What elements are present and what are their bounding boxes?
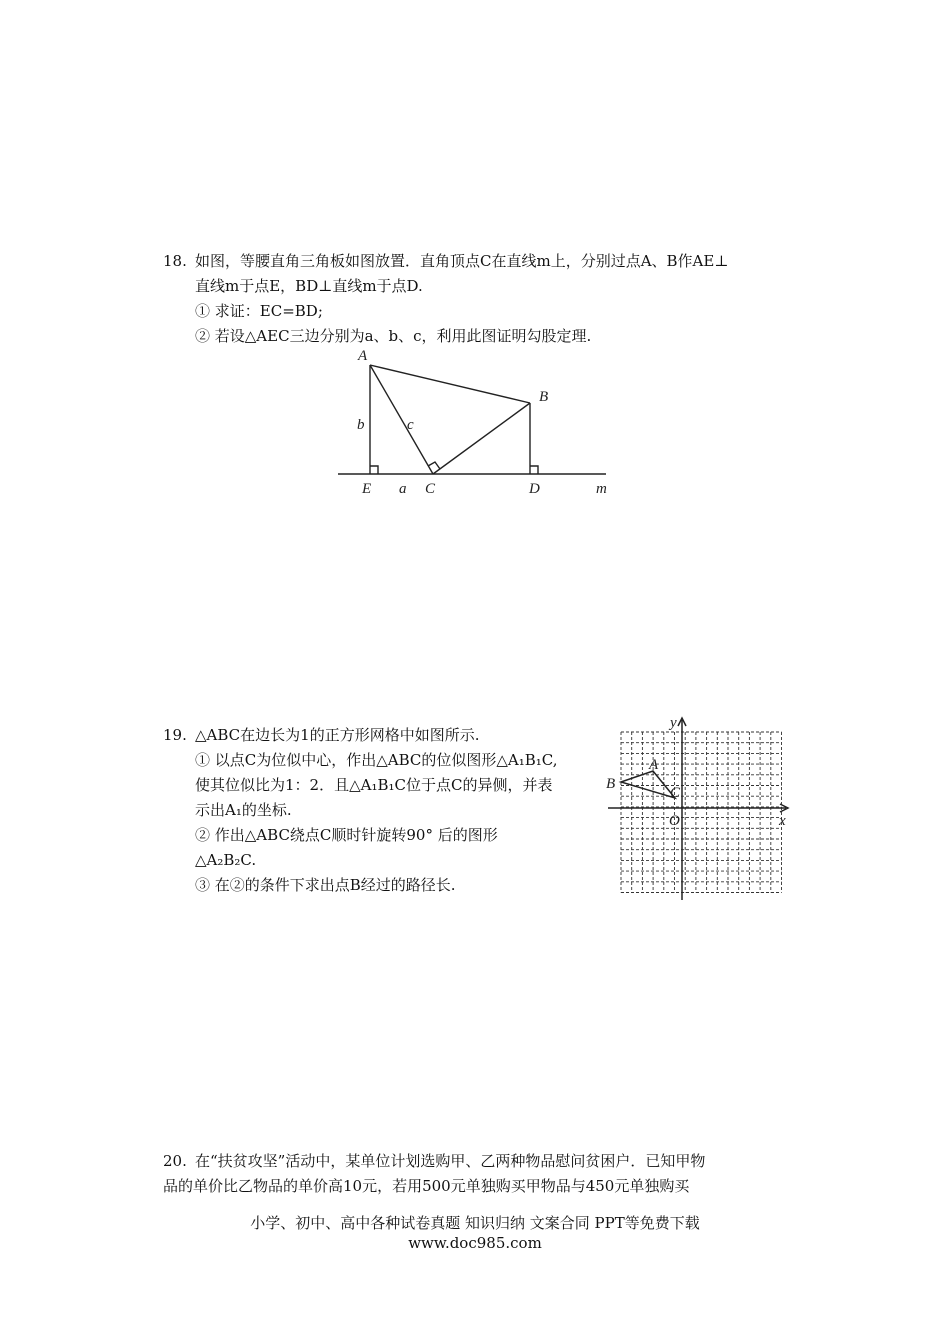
side-label-a: a bbox=[399, 481, 407, 497]
point-label-e: E bbox=[362, 481, 372, 497]
question-text-line: 如图，等腰直角三角板如图放置．直角顶点C在直线m上，分别过点A、B作AE⊥ bbox=[195, 252, 729, 270]
triangle-figure bbox=[330, 345, 620, 500]
question-text-line: △ABC在边长为1的正方形网格中如图所示. bbox=[195, 726, 480, 744]
question-text-line: 在“扶贫攻坚”活动中，某单位计划选购甲、乙两种物品慰问贫困户．已知甲物 bbox=[195, 1152, 706, 1170]
question-text-line: ② 若设△AEC三边分别为a、b、c，利用此图证明勾股定理. bbox=[195, 327, 592, 345]
point-label-b: B bbox=[539, 389, 549, 405]
point-label-d: D bbox=[529, 481, 540, 497]
question-text-line: 使其位似比为1：2．且△A₁B₁C位于点C的异侧，并表 bbox=[195, 776, 553, 794]
question-text-line: 示出A₁的坐标. bbox=[195, 801, 292, 819]
question-text-line: ① 求证：EC=BD; bbox=[195, 302, 323, 320]
question-text-line: △A₂B₂C. bbox=[195, 851, 257, 869]
question-number: 18. bbox=[163, 252, 187, 270]
x-axis-label: x bbox=[779, 813, 786, 829]
side-label-b: b bbox=[357, 417, 365, 433]
point-label-a: A bbox=[649, 757, 659, 773]
question-text-line: ① 以点C为位似中心，作出△ABC的位似图形△A₁B₁C, bbox=[195, 751, 558, 769]
point-label-b: B bbox=[606, 776, 616, 792]
line-label-m: m bbox=[596, 481, 607, 497]
point-label-c: C bbox=[425, 481, 436, 497]
y-axis-label: y bbox=[670, 715, 677, 731]
question-text-line: 品的单价比乙物品的单价高10元，若用500元单独购买甲物品与450元单独购买 bbox=[163, 1177, 690, 1195]
question-text-line: ③ 在②的条件下求出点B经过的路径长. bbox=[195, 876, 456, 894]
question-text-line: 直线m于点E，BD⊥直线m于点D. bbox=[195, 277, 423, 295]
footer-text: 小学、初中、高中各种试卷真题 知识归纳 文案合同 PPT等免费下载 bbox=[250, 1214, 700, 1232]
footer-url: www.doc985.com bbox=[408, 1234, 542, 1252]
question-number: 19. bbox=[163, 726, 187, 744]
grid-figure bbox=[604, 712, 794, 904]
question-text-line: ② 作出△ABC绕点C顺时针旋转90° 后的图形 bbox=[195, 826, 498, 844]
side-label-c: c bbox=[407, 417, 414, 433]
origin-label: O bbox=[669, 813, 680, 829]
question-number: 20. bbox=[163, 1152, 187, 1170]
point-label-a: A bbox=[358, 348, 368, 364]
point-label-c: C bbox=[670, 785, 681, 801]
